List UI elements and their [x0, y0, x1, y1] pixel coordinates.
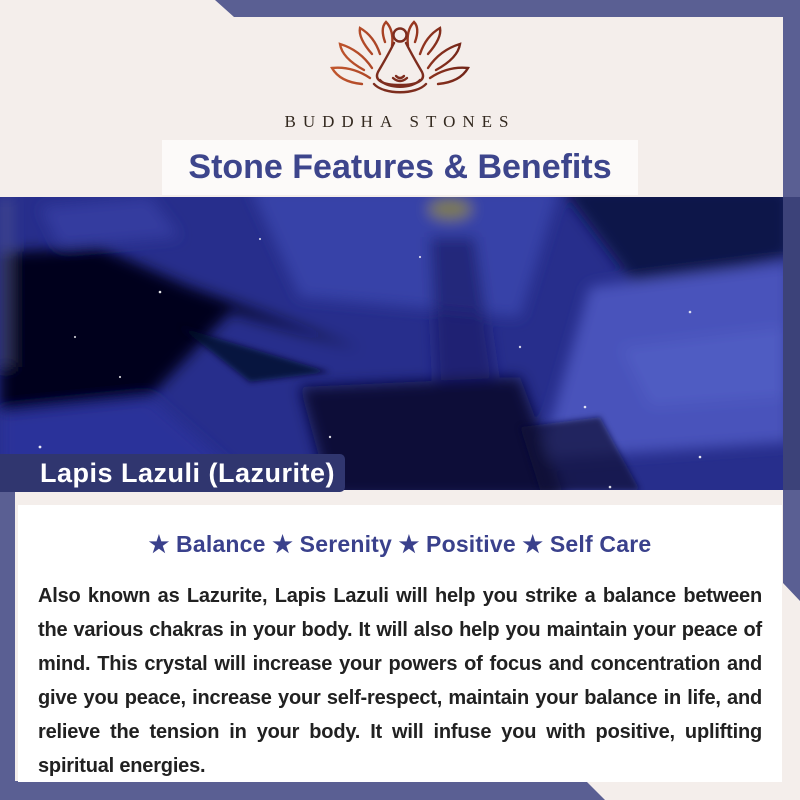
description-text: Also known as Lazurite, Lapis Lazuli will help you strike a balance between the various chakras in your body. It will also help you maintain your peace of mind. This crystal will increase your powers of focus and concentration and give you peace, increase your self-respect, maintain your balance in life, and relieve the tension in your body. It will infuse you with positive, uplifting spiritual energies.: [38, 585, 762, 777]
page-title: Stone Features & Benefits: [188, 148, 612, 186]
lapis-photo: [0, 197, 783, 490]
stone-name-bar: [0, 454, 345, 492]
stone-name: Lapis Lazuli (Lazurite): [40, 457, 336, 488]
lotus-meditation-icon: [330, 20, 470, 112]
benefits-line: ★ Balance ★ Serenity ★ Positive ★ Self Care: [148, 531, 652, 557]
brand-name: BUDDHA STONES: [284, 112, 516, 131]
ribbon-photo-overlap: [783, 197, 800, 490]
features-banner: [162, 140, 638, 195]
benefits-card: [18, 505, 782, 782]
brand-logo: [330, 20, 470, 112]
